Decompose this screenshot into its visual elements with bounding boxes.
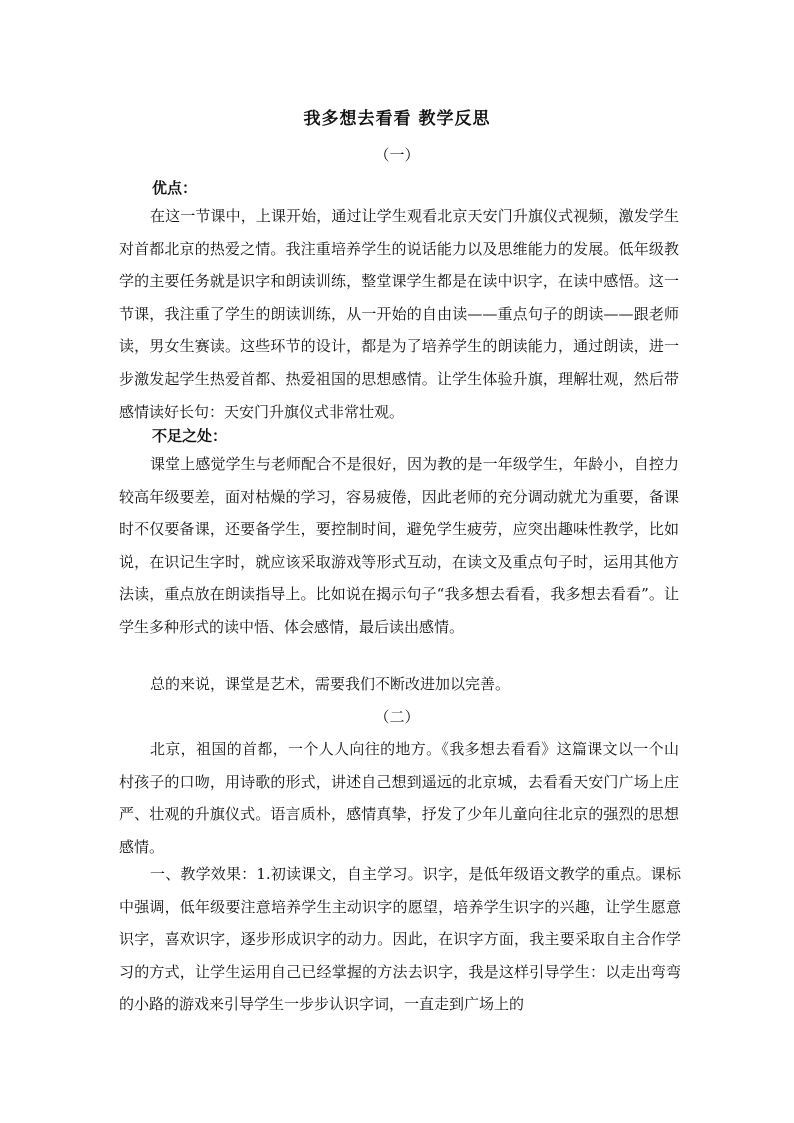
weakness-paragraph: 课堂上感觉学生与老师配合不是很好，因为教的是一年级学生，年龄小，自控力较高年级要差，面对枯燥的学习，容易疲倦，因此老师的充分调动就尤为重要，备课时不仅要备课，还要备学生，要控制时间，避免学生疲劳，应突出趣味性教学，比如说，在识记生字时，就应该采取游戏等形式互动，在读文及重点句子时，运用其他方法读，重点放在朗读指导上。比如说在揭示句子“我多想去看看，我多想去看看”。让学生多种形式的读中悟、体会感情，最后读出感情。	[119, 455, 679, 636]
section-one-marker: （一）	[374, 146, 420, 164]
strengths-paragraph: 在这一节课中，上课开始，通过让学生观看北京天安门升旗仪式视频，激发学生对首都北京的热爱之情。我注重培养学生的说话能力以及思维能力的发展。低年级教学的主要任务就是识字和朗读训练，整堂课学生都是在读中识字，在读中感悟。这一节课，我注重了学生的朗读训练，从一开始的自由读——重点句子的朗读——跟老师读，男女生赛读。这些环节的设计，都是为了培养学生的朗读能力，通过朗读，进一步激发起学生热爱首都、热爱祖国的思想感情。让学生体验升旗，理解壮观，然后带感情读好长句：天安门升旗仪式非常壮观。	[119, 207, 679, 421]
document-title: 我多想去看看 教学反思	[303, 109, 491, 129]
weakness-heading: 不足之处：	[152, 427, 228, 445]
strengths-heading: 优点：	[152, 179, 198, 197]
teaching-effect-paragraph: 一、教学效果：1.初读课文，自主学习。识字，是低年级语文教学的重点。课标中强调，低年级要注意培养学生主动识字的愿望，培养学生识字的兴趣，让学生愿意识字，喜欢识字，逐步形成识字的动力。因此，在识字方面，我主要采取自主合作学习的方式，让学生运用自己已经掌握的方法去识字，我是这样引导学生：以走出弯弯的小路的游戏来引导学生一步步认识字词，一直走到广场上的	[119, 865, 681, 1014]
intro-paragraph: 北京，祖国的首都，一个人人向往的地方。《我多想去看看》这篇课文以一个山村孩子的口吻，用诗歌的形式，讲述自己想到遥远的北京城，去看看天安门广场上庄严、壮观的升旗仪式。语言质朴，感情真挚，抒发了少年儿童向往北京的强烈的思想感情。	[119, 740, 679, 856]
section-two-marker: （二）	[374, 708, 420, 726]
summary-paragraph: 总的来说，课堂是艺术，需要我们不断改进加以完善。	[150, 675, 511, 693]
